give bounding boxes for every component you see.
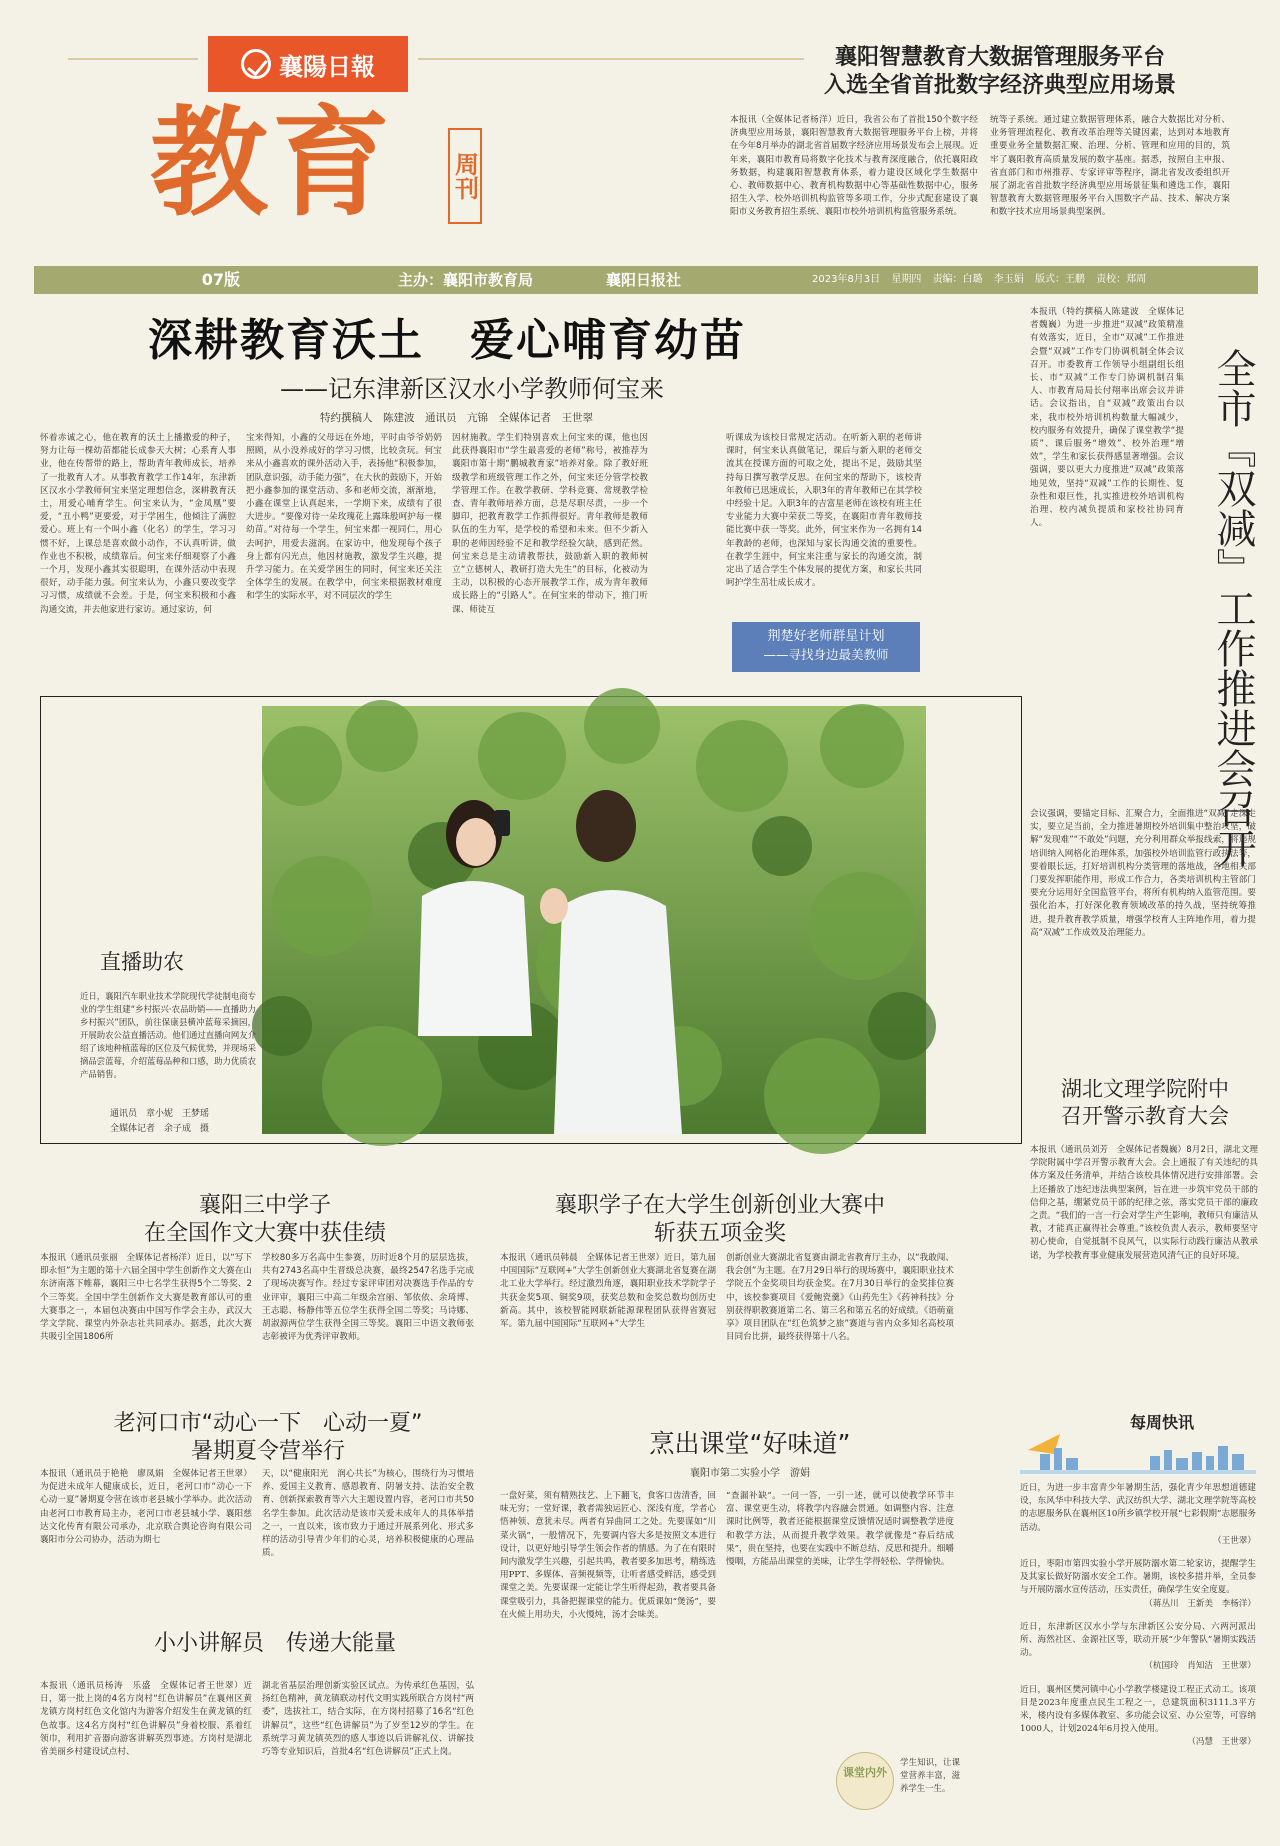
- weekly-news-item-text: 近日，枣阳市第四实验小学开展防溺水第二轮家访，提醒学生及其家长做好防溺水安全工作。暑期，该校多措并举，全员参与开展防溺水宣传活动，压实责任，确保学生安全度夏。: [1020, 1559, 1256, 1596]
- photo-credit-photographer: 全媒体记者 余子成 摄: [110, 1124, 210, 1134]
- laohekou-body-col2: 天，以“健康阳光 润心共长”为核心，围绕行为习惯培养、爱国主义教育、感恩教育、阴暑支持、法治安全教育、创新探索教育等六大主题设置内容，老河口市共50名学生参加。此次活动是该市关爱未成年人的具体举措之一，一直以来，该市致力于通过开展系列化、形式多样的活动引导青少年们的心灵，培养积极健康的心理品质。: [262, 1469, 474, 1559]
- news1-body-col2: 统等子系统。通过建立数据管理体系，融合大数据比对分析、业务管理流程化、教育改革治理等关键因素，达到对本地教育重要业务全量数据汇聚、治理、分析、管理和应用的目的，筑牢了襄阳教育高质量发展的数字基座。据悉，按照自主申报、省直部门和市州推荐、专家评审等程序，湖北省发改委组织开展了湖北省首批数字经济典型应用场景征集和遴选工作，襄阳智慧教育大数据管理服务平台入围数字产品、技术、解决方案和数字技术应用场景典型案例。: [990, 115, 1230, 218]
- photo-credit-reporters: 通讯员 章小妮 王梦瑶: [110, 1109, 210, 1119]
- weekly-news-list: [1020, 1482, 1256, 1832]
- section-title: 教育: [150, 93, 395, 232]
- weekly-news-item-text: 近日，为进一步丰富青少年暑期生活，强化青少年思想道德建设，东风华中科技大学、武汉纺织大学、湖北文理学院等高校的志愿服务队在襄州区10所乡镇学校开展“七彩假期”志愿服务活动。: [1020, 1483, 1256, 1533]
- laohekou-body-col1: 本报讯（通讯员于艳艳 廖凤娟 全媒体记者王世翠）为促进未成年人健康成长，近日，老河口市“动心一下 心动一夏”暑期夏令营在该市老县城小学举办。此次活动由老河口市教育局主办，老河口市老县城小学、襄阳慈达文化传育有限公司承办，北京联合舆论咨询有限公司襄阳市分公司协办，活动为期七: [40, 1469, 261, 1546]
- main-byline: 特约撰稿人 陈建波 通讯员 亢锦 全媒体记者 王世翠: [320, 412, 593, 424]
- masthead-rule-right: [418, 58, 804, 60]
- cooking-article-title: 烹出课堂“好味道”: [649, 1429, 851, 1458]
- weekly-news-item-sign: （杭国玲 肖知洁 王世翠）: [1144, 1661, 1256, 1672]
- main-body-col4: 听课成为该校日常规定活动。在听新入职的老师讲课时，何宝来认真做笔记，课后与新入职的老师交流其在授课方面的可取之处，提出不足，鼓励其坚持每日撰写教学反思。在何宝来的帮助下，该校青年教师已迅速成长，入职3年的青年教师已在其学校中经验十足。入职3年的吉富星老师在该校有班主任专业能力大赛中荣获二等奖，在襄阳市青年教师技能比赛中获一等奖。此外，何宝来作为一名拥有14年教龄的老师，也深知与家长沟通交流的重要性。在教学生涯中，何宝来注重与家长的沟通交流，制定出了适合学生个体发展的提优方案，和家长共同呵护学生茁壮成长成才。: [726, 433, 922, 589]
- callout-line2: ——寻找身边最美教师: [763, 647, 889, 662]
- weekly-news-item: [1020, 1482, 1256, 1548]
- newspaper-name: 襄陽日報: [279, 51, 375, 81]
- weekly-news-item-sign: （王世翠）: [1213, 1535, 1256, 1546]
- band-proofreader: 责校：郑周: [1096, 274, 1147, 285]
- cooking-body-col2: “查漏补缺”。一问一答，一引一述，就可以使教学环节丰富、课堂更生动，将教学内容融会贯通。如调整内容、注意课时比例等，教者还能根据课堂反馈情况适时调整教学进度和教学方法，从而提升教学效果。教学就像是“春后结成果”，贵在坚持，也要在实践中不断总结、反思和提升。细嚼慢咽，方能品出课堂的美味，让学生学得轻松、学得愉快。: [726, 1491, 954, 1568]
- sanzhong-title-line1: 襄阳三中学子: [198, 1193, 331, 1218]
- right-article-body2: 会议强调，要锚定目标、汇聚合力，全面推进“双减”走深走实，要立足当前，全力推进暑期校外培训集中整治攻坚，破解“发现难”“不敢处”问题，充分利用群众举报线索，将违规培训纳入网格化治理体系，加强校外培训监管行政执法等，要着眼长远，打好培训机构分类管理的落地战，各地相关部门要发挥职能作用，形成工作合力，各类培训机构主管部门要充分运用好全国监管平台，将所有机构纳入监管范围。要强化治本，打好深化教育领域改革的持久战，坚持统筹推进，提升教育教学质量，增强学校育人主阵地作用，着力提高“双减”工作成效及治理能力。: [1030, 809, 1256, 938]
- logo-mark-icon: [241, 49, 271, 79]
- teacher-program-callout: [732, 622, 920, 672]
- sanzhong-article-title: [70, 1192, 460, 1248]
- weekly-label: 周刊: [448, 128, 482, 224]
- page-number: 07版: [201, 270, 240, 289]
- news1-title-line2: 入选全省首批数字经济典型应用场景: [823, 73, 1176, 98]
- weekly-news-item: [1020, 1621, 1256, 1674]
- band-date: 2023年8月3日: [812, 274, 881, 285]
- weekly-news-item-sign: （蒋丛川 王新美 李杨洋）: [1144, 1598, 1256, 1609]
- news1-title-line1: 襄阳智慧教育大数据管理服务平台: [834, 45, 1165, 70]
- photo-caption-title: 直播助农: [100, 950, 184, 974]
- laohekou-article-title: [58, 1410, 478, 1466]
- xiangzhi-body-col2: 创新创业大赛湖北省复赛由湖北省教育厅主办，以“我敢闯、我会创”为主题。在7月29日举行的现场赛中，襄阳职业技术学院五个金奖项目均获金奖。在7月30日举行的金奖排位赛中，该校参赛项目《爱鲍瓷羹》《山药先生》《药神科技》分别获得职教赛道第二名、第三名和第五名的好成绩。《语萌童享》项目团队在“红色筑梦之旅”赛道与省内众多知名高校项目同台比拼，最终获得第十八名。: [726, 1253, 954, 1343]
- weekly-news-title: 每周快讯: [1130, 1413, 1195, 1432]
- main-body-col1: 怀着赤诚之心，他在教育的沃土上播撒爱的种子，努力让每一棵幼苗都能长成参天大树；心系育人事业，他在传帮带的路上，帮助青年教师成长，培养了一批教育人才。从事教育教学工作14年，东津新区汉水小学教师何宝来坚定理想信念，深耕教育沃土，用爱心哺育学生。何宝来认为，“金凤凰”要爱，“丑小鸭”更要爱，对于学困生，他倾注了满腔爱心。班上有一个叫小鑫（化名）的学生，学习习惯不好，上课总是喜欢做小动作，不认真听讲，做作业也不积极，成绩靠后。何宝来仔细观察了小鑫一个月，发现小鑫其实很聪明，在课外活动中表现很好，动手能力强。何宝来认为，小鑫只要改变学习习惯，成绩就不会差。于是，何宝来积极和小鑫沟通交流，并去他家进行家访。通过家访，何: [40, 433, 236, 615]
- cooking-body-col1: 一盘好菜，须有精熟技艺、上下翻飞，食客口齿清香，回味无穷；一堂好课，教者需独运匠心、深浅有度，学者心悟神领、意犹未尽。两者有异曲同工之处。先要谋如“川菜火锅”，一般情况下，先要调内容大多是按照文本进行设计，以更好地引导学生领会作者的情感。为了在有限时间内激发学生兴趣，引起共鸣，教者要多加思考，精练选用PPT、多媒体、音频视频等，让听者感受鲜活，感受到课堂之美。先要谋课一定能让学生听得起劲，教者要具备课堂吸引力，具备把握课堂的能力。优质课如“煲汤”，要在火候上用功夫，小火慢炖，汤才会味美。: [500, 1491, 716, 1620]
- band-editor2: 李玉娟: [993, 274, 1024, 285]
- band-weekday: 星期四: [891, 274, 922, 285]
- right-article-body: 本报讯（特约撰稿人陈建波 全媒体记者魏巍）为进一步推进“双减”政策精准有效落实，近日，全市“双减”工作推进会暨“双减”工作专门协调机制全体会议召开。市委教育工作领导小组副组长组长、市“双减”工作专门协调机制召集人、市教育局局长付翔率出席会议并讲话。会议指出，自“双减”政策出台以来，我市校外培训机构数量大幅减少，校内服务有效提升，确保了课堂教学“提质”、课后服务“增效”、校外治理“增效”，学生和家长获得感显著增强。会议强调，要以更大力度推进“双减”政策落地见效，坚持“双减”工作的长期性、复杂性和艰巨性，扎实推进校外培训机构治理、校内减负提质和家校社协同育人。: [1030, 307, 1184, 529]
- hubei-title-line1: 湖北文理学院附中: [1061, 1077, 1229, 1101]
- photo-caption-body: 近日，襄阳汽车职业技术学院现代学徒制电商专业的学生组建“乡村振兴·农品助销——直播助力乡村振兴”团队，前往保康县横冲蓝莓采摘园，开展助农公益直播活动。他们通过直播向网友介绍了该地种植蓝莓的区位及气候优势，并现场采摘品尝蓝莓，介绍蓝莓品种和口感，助力优质农产品销售。: [80, 991, 256, 1079]
- xiangzhi-title-line2: 斩获五项金奖: [653, 1221, 786, 1246]
- xiangzhi-article-title: [520, 1192, 920, 1248]
- newspaper-logo: [208, 36, 408, 92]
- cooking-article-byline: 襄阳市第二实验小学 游娟: [690, 1468, 810, 1479]
- classroom-column-badge: 课堂内外: [836, 1752, 894, 1810]
- laohekou-title-line1: 老河口市“动心一下 心动一夏”: [113, 1411, 423, 1436]
- weekly-news-item-text: 近日，东津新区汉水小学与东津新区公安分局、六两河派出所、海然社区、金源社区等，联动开展“少年警队”暑期实践活动。: [1020, 1621, 1256, 1659]
- xiangzhi-body-col1: 本报讯（通讯员韩晨 全媒体记者王世翠）近日，第九届中国国际“互联网+”大学生创新创业大赛湖北省复赛在湖北工业大学举行。经过激烈角逐，襄阳职业技术学院学子共获金奖5项、铜奖9项，获奖总数和金奖总数均创历史新高。其中，该校智能网联新能源课程团队获得省赛冠军。第九届中国国际“互联网+”大学生: [500, 1253, 716, 1330]
- weekly-news-item: [1020, 1684, 1256, 1750]
- guide-body-col1: 本报讯（通讯员杨涛 乐盛 全媒体记者王世翠）近日，第一批上岗的4名方岗村“红色讲解员”在襄州区黄龙镇方岗村红色文化馆内为游客介绍发生在黄龙镇的红色故事。这4名方岗村“红色讲解员”身着校服、系着红领巾，利用扩音器向游客讲解英烈事迹。方岗村是湖北省美丽乡村建设试点村、: [40, 1681, 252, 1758]
- masthead-rule-left: [68, 58, 198, 60]
- band-sponsor: 主办：襄阳市教育局: [398, 271, 534, 289]
- weekly-news-item: [1020, 1558, 1256, 1611]
- band-publisher: 襄阳日报社: [606, 271, 682, 289]
- weekly-news-item-text: 近日，襄州区樊河镇中心小学教学楼建设工程正式动工。该项目是2023年度重点民生工程之一，总建筑面积3111.3平方米，楼内设有多媒体教室、多功能会议室、办公室等，可容纳1000人，计划2024年6月投入使用。: [1020, 1684, 1256, 1735]
- guide-body-col2: 湖北省基层治理创新实验区试点。为传承红色基因，弘扬红色精神，黄龙镇联动村代文明实践所联合方岗村“两委”，选拔社工，结合实际，在方岗村招募了16名“红色讲解员”，这些“红色讲解员”为了岁至12岁的学生。在系统学习黄龙镇英烈的感人事迹以后讲解礼仪、讲解技巧等专业知识后，首批4名“红色讲解员”正式上岗。: [262, 1681, 474, 1758]
- weekly-news-item-sign: （冯慧 王世翠）: [1187, 1737, 1256, 1748]
- sanzhong-body-col1: 本报讯（通讯员张丽 全媒体记者杨洋）近日，以“写下即永恒”为主题的第十六届全国中学生创新作文大赛在山东济南落下帷幕，襄阳三中七名学生获得5个二等奖、2个三等奖。全国中学生创新作文大赛是教育部认可的重大赛事之一，本届包决赛由中国写作学会主办，武汉大学文学院、课堂内外杂志社共同承办。据悉，此次大赛共吸引全国1806所: [40, 1253, 252, 1343]
- news1-body-col1: 本报讯（全媒体记者杨洋）近日，我省公布了首批150个数字经济典型应用场景，襄阳智慧教育大数据管理服务平台上榜，并将在今年8月举办的湖北省首届数字经济应用场景发布会上展现。近年来，襄阳市教育局将数字化技术与教育深度融合，依托襄阳政务数据，构建襄阳智慧教育体系，着力建设区域化学生数据中心、教师数据中心、教育机构数据中心等基础性数据中心，服务招生入学、校外培训机构监管等多项工作，分步式配套建设了襄阳市义务教育招生系统、襄阳市校外培训机构监管服务系统。: [730, 115, 978, 218]
- sanzhong-title-line2: 在全国作文大赛中获佳绩: [143, 1221, 386, 1246]
- laohekou-title-line2: 暑期夏令营举行: [190, 1439, 345, 1464]
- xiangzhi-title-line1: 襄职学子在大学生创新创业大赛中: [554, 1193, 885, 1218]
- sanzhong-body-col2: 学校80多万名高中生参赛，历时近8个月的层层选拔，共有2743名高中生晋级总决赛，最终2547名选手完成了现场决赛写作。经过专家评审团对决赛选手作品的专业评审，襄阳三中高二年级余宫丽、邹依依、余琦博、王志聪、杨静伟等五位学生获得全国二等奖；马诗娜、胡淑源两位学生获得全国三等奖。襄阳三中语文教师张志彰被评为优秀评审教师。: [262, 1253, 474, 1343]
- main-body-col2: 宝来得知，小鑫的父母远在外地，平时由爷爷奶奶照顾，从小没养成好的学习习惯，比较贪玩。何宝来从小鑫喜欢的课外活动入手，表扬他“积极参加，团队意识强，动手能力强”，在大伙的鼓励下，开始把小鑫参加的课堂活动、多和老师交流，渐渐地，小鑫在课堂上认真起来，一学期下来，成绩有了很大进步。“要像对待一朵玫瑰花上露珠般呵护每一棵幼苗。”对待每一个学生，何宝来都一视同仁，用心去呵护，用爱去滋润。在家访中，他发现每个孩子身上都有闪光点，他因材施教，激发学生兴趣，提升学习能力。在关爱学困生的同时，何宝来还关注全体学生的发展。在教学中，何宝来根据教材难度和学生的实际水平，对不同层次的学生: [246, 433, 442, 602]
- main-body-col3: 因材施教。学生们特别喜欢上何宝来的课，他也因此获得襄阳市“学生最喜爱的老师”称号，被推荐为襄阳市第十期“鹏城教育家”培养对象。除了教好班级教学和班级管理工作之外，何宝来还分管学校教学管理工作。在教学教研、学科竞赛、常规教学检查、青年教师培养方面，总是尽职尽责，一步一个脚印，把教育教学工作抓得很好。青年教师是教师队伍的生力军，是学校的希望和未来。但不少新入职的老师因经验不足和教学经验欠缺，感到茫然。何宝来总是主动请教帮扶，鼓励新入职的教师树立“立德树人，教研打造大先生”的目标，化被动为主动，以积极的心态开展教学工作，成为青年教师成长路上的“引路人”。在何宝来的带动下，推门听课、师徒互: [452, 433, 648, 615]
- hubei-article-title: [1030, 1076, 1260, 1130]
- band-layout: 版式：王鹏: [1034, 274, 1085, 285]
- band-info: [812, 266, 1154, 294]
- band-editor: 责编：白璐: [932, 274, 983, 285]
- guide-article-title: 小小讲解员 传递大能量: [153, 1631, 396, 1656]
- cooking-body-tail: 学生知识，让课堂营养丰富，滋养学生一生。: [900, 1757, 960, 1793]
- news1-title: [780, 44, 1220, 100]
- main-subheadline: ——记东津新区汉水小学教师何宝来: [280, 375, 664, 403]
- right-article-vertical-title: 全市『双减』工作推进会召开: [1210, 348, 1256, 868]
- livestream-photo: [262, 706, 926, 1134]
- hubei-title-line2: 召开警示教育大会: [1061, 1104, 1229, 1128]
- callout-line1: 荆楚好老师群星计划: [767, 629, 885, 644]
- main-headline: 深耕教育沃土 爱心哺育幼苗: [148, 315, 746, 366]
- hubei-article-body: 本报讯（通讯员刘芳 全媒体记者魏巍）8月2日，湖北文理学院附属中学召开警示教育大会。会上通报了有关违纪的具体方案及任务清单，并结合该校具体情况进行安排部署。会上还播放了违纪违法典型案例，旨在进一步筑牢党员干部的信仰之基，绷紧党员干部的纪律之弦，落实党员干部的廉政之责。“我们的一言一行会对学生产生影响，教师只有廉洁从教，才能真正赢得社会尊重。”该校负责人表示，教师要坚守初心使命，自觉抵制不良风气，以实际行动践行廉洁从教承诺，为学校教育事业健康发展营造风清气正的良好环境。: [1030, 1145, 1258, 1261]
